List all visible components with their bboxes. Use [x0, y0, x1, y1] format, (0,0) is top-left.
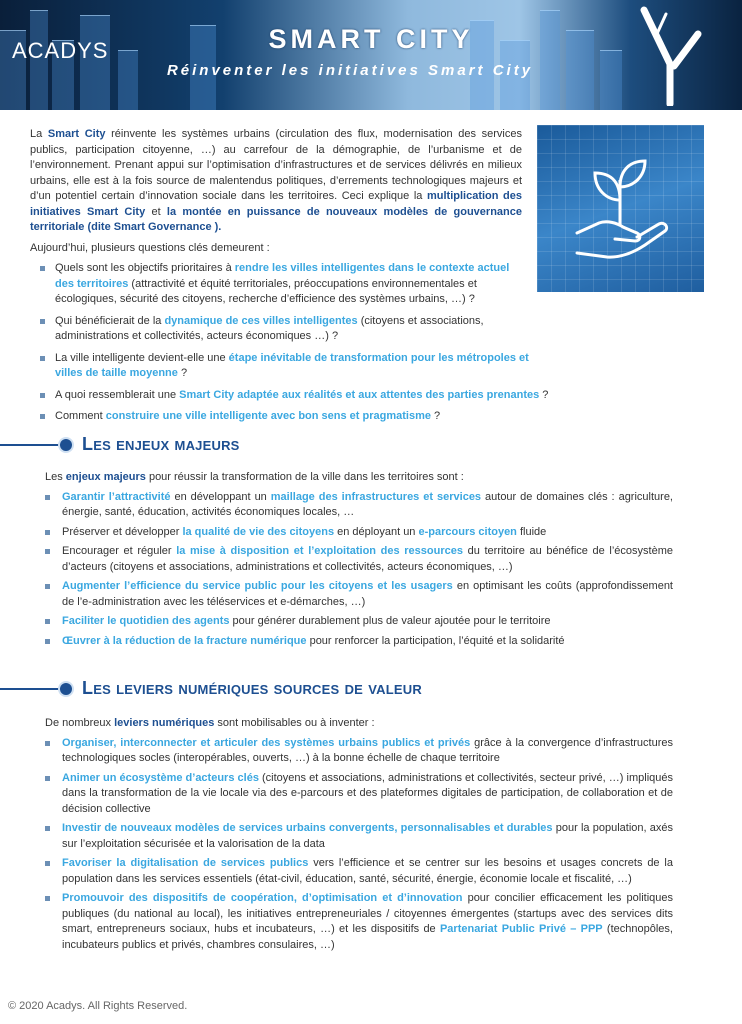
list-item: Organiser, interconnecter et articuler des systèmes urbains publics et privés grâce à la convergence d’infrastructures technologiques socles (interopérables, ouverts, …) à la bonne échelle de chaque territoire — [45, 736, 673, 767]
enjeux-list — [45, 490, 673, 650]
section-title: Les leviers numériques sources de valeur — [82, 678, 422, 698]
list-item: Préserver et développer la qualité de vie des citoyens en déployant un e-parcours citoyen fluide — [45, 525, 673, 541]
brand-logo: ACADYS — [12, 38, 109, 63]
leviers-lead: De nombreux leviers numériques sont mobilisables ou à inventer : — [45, 717, 375, 729]
section-heading-enjeux — [0, 434, 240, 455]
section-title: Les enjeux majeurs — [82, 434, 240, 454]
list-item: A quoi ressemblerait une Smart City adaptée aux réalités et aux attentes des parties prenantes ? — [40, 388, 560, 404]
enjeux-section — [45, 470, 673, 649]
list-item: Comment construire une ville intelligente avec bon sens et pragmatisme ? — [40, 409, 560, 425]
list-item: Animer un écosystème d’acteurs clés (citoyens et associations, administrations et collectivités, secteur privé, …) impliqués dans la transformation de la vie locale via des e-parcours et des plateformes digitales de participation, de collaboration et de décision collective — [45, 771, 673, 818]
list-item: Promouvoir des dispositifs de coopération, d’optimisation et d’innovation pour concilier efficacement les politiques publiques (du national au local), les initiatives entrepreneuriales / citoyennes émergentes (startups avec des services dits smart, entrepreneurs sociaux, hubs et incubateurs, …) et les dispositifs de Partenariat Public Privé – PPP (technopôles, incubateurs publics et privés, chambres consulaires, …) — [45, 891, 673, 953]
leviers-list — [45, 736, 673, 954]
intro-question-lead: Aujourd’hui, plusieurs questions clés demeurent : — [30, 241, 270, 254]
list-item: Œuvrer à la réduction de la fracture numérique pour renforcer la participation, l’équité et la solidarité — [45, 634, 673, 650]
y-logo-icon — [636, 6, 706, 106]
list-item: Favoriser la digitalisation de services publics vers l’efficience et se centrer sur les besoins et usages concrets de la population dans les services essentiels (état-civil, éducation, santé, sécurité, énergie, économie locale et fiscalité, …) — [45, 856, 673, 887]
page-subtitle: Réinventer les initiatives Smart City — [166, 62, 534, 79]
page-title: SMART CITY — [268, 24, 474, 54]
bullet-dot-icon — [60, 683, 72, 695]
list-item: Quels sont les objectifs prioritaires à rendre les villes intelligentes dans le contexte actuel des territoires (attractivité et équité territoriales, préoccupations environnementales et écologiques, sécurité des citoyens, recherche d’efficience des systèmes urbains, …) ? — [40, 261, 510, 308]
intro-paragraph: La Smart City réinvente les systèmes urbains (circulation des flux, modernisation des services publics, participation citoyenne, …) au carrefour de la démographie, de l’urbanisme et de l’environnement. Prenant appui sur l’optimisation d’infrastructures et de services délivrés en milieux urbains, elle est à la fois source de malentendus politiques, d’errements technologiques majeurs et d’un potentiel certain d’innovation sociale dans les territoires. Ceci explique la multiplication des initiatives Smart City et la montée en puissance de nouveaux modèles de gouvernance territoriale (dite Smart Governance ). — [30, 128, 523, 233]
list-item: Augmenter l’efficience du service public pour les citoyens et les usagers en optimisant les coûts (approfondissement de l’e-administration avec les téléservices et e-démarches, …) — [45, 579, 673, 610]
list-item: Qui bénéficierait de la dynamique de ces villes intelligentes (citoyens et associations, administrations et collectivités, acteurs économiques …) ? — [40, 314, 540, 345]
leviers-section — [45, 716, 673, 953]
enjeux-lead: Les enjeux majeurs pour réussir la transformation de la ville dans les territoires sont : — [45, 471, 464, 483]
section-heading-leviers — [0, 678, 422, 699]
list-item: Faciliter le quotidien des agents pour générer durablement plus de valeur ajoutée pour le territoire — [45, 614, 673, 630]
questions-list — [40, 261, 549, 425]
header-banner — [0, 0, 742, 110]
footer-copyright: © 2020 Acadys. All Rights Reserved. — [8, 1000, 188, 1012]
list-item: Investir de nouveaux modèles de services urbains convergents, personnalisables et durables pour la population, axés sur l’exploitation sécurisée et la valorisation de la data — [45, 821, 673, 852]
list-item: La ville intelligente devient-elle une étape inévitable de transformation pour les métropoles et villes de taille moyenne ? — [40, 351, 530, 382]
list-item: Encourager et réguler la mise à disposition et l’exploitation des ressources du territoire au bénéfice de l’écosystème d’acteurs (citoyens et associations, administrations et collectivités, acteurs économiques, …) — [45, 544, 673, 575]
list-item: Garantir l’attractivité en développant un maillage des infrastructures et services autour de domaines clés : agriculture, énergie, santé, éducation, activités économiques locales, … — [45, 490, 673, 521]
intro-section — [30, 127, 720, 431]
bullet-dot-icon — [60, 439, 72, 451]
